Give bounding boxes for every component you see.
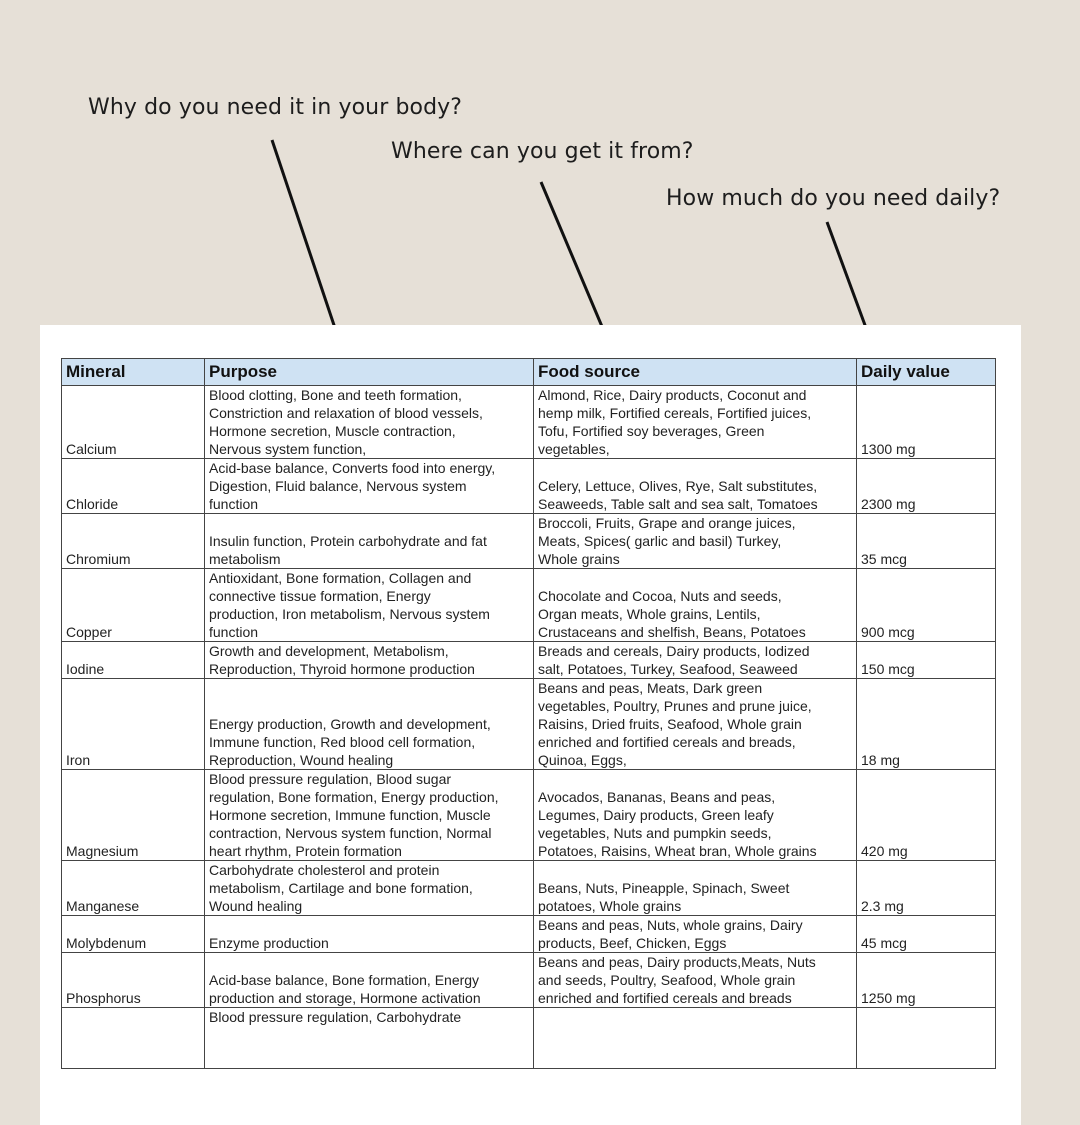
purpose-arrow bbox=[272, 140, 344, 355]
purpose-cell: Growth and development, Metabolism, Reproduction, Thyroid hormone production bbox=[205, 642, 534, 679]
purpose-cell: Enzyme production bbox=[205, 916, 534, 953]
purpose-cell: Blood clotting, Bone and teeth formation, Constriction and relaxation of blood vessels, Hormone secretion, Muscle contraction, Nervous system function, bbox=[205, 386, 534, 459]
table-row bbox=[62, 514, 996, 569]
purpose-question-caption: Why do you need it in your body? bbox=[88, 95, 463, 120]
header-purpose: Purpose bbox=[205, 359, 534, 386]
daily-value-cell: 900 mcg bbox=[857, 569, 996, 642]
table-row bbox=[62, 770, 996, 861]
food-source-cell bbox=[534, 1008, 857, 1069]
daily-value-cell: 2.3 mg bbox=[857, 861, 996, 916]
mineral-cell: Chromium bbox=[62, 514, 205, 569]
table-row bbox=[62, 459, 996, 514]
food-source-cell: Beans, Nuts, Pineapple, Spinach, Sweet potatoes, Whole grains bbox=[534, 861, 857, 916]
mineral-cell: Chloride bbox=[62, 459, 205, 514]
daily-value-cell: 18 mg bbox=[857, 679, 996, 770]
mineral-cell: Copper bbox=[62, 569, 205, 642]
table-header-row bbox=[62, 359, 996, 386]
food-source-cell: Celery, Lettuce, Olives, Rye, Salt substitutes, Seaweeds, Table salt and sea salt, Tomatoes bbox=[534, 459, 857, 514]
document-sheet bbox=[40, 325, 1021, 1125]
food-source-cell: Chocolate and Cocoa, Nuts and seeds, Organ meats, Whole grains, Lentils, Crustaceans and shelfish, Beans, Potatoes bbox=[534, 569, 857, 642]
header-food-source: Food source bbox=[534, 359, 857, 386]
table-row bbox=[62, 386, 996, 459]
daily-value-cell: 1250 mg bbox=[857, 953, 996, 1008]
table-row bbox=[62, 679, 996, 770]
table-row bbox=[62, 642, 996, 679]
purpose-cell: Blood pressure regulation, Blood sugar regulation, Bone formation, Energy production, Hormone secretion, Immune function, Muscle contraction, Nervous system function, Normal heart rhythm, Protein formation bbox=[205, 770, 534, 861]
daily-value-cell: 2300 mg bbox=[857, 459, 996, 514]
mineral-cell bbox=[62, 1008, 205, 1069]
mineral-cell: Phosphorus bbox=[62, 953, 205, 1008]
header-daily-value: Daily value bbox=[857, 359, 996, 386]
mineral-cell: Iodine bbox=[62, 642, 205, 679]
food-source-cell: Avocados, Bananas, Beans and peas, Legumes, Dairy products, Green leafy vegetables, Nuts and pumpkin seeds, Potatoes, Raisins, Wheat bran, Whole grains bbox=[534, 770, 857, 861]
table-row bbox=[62, 916, 996, 953]
source-question-caption: Where can you get it from? bbox=[391, 139, 694, 164]
table-row bbox=[62, 953, 996, 1008]
table-row bbox=[62, 861, 996, 916]
mineral-cell: Calcium bbox=[62, 386, 205, 459]
mineral-cell: Magnesium bbox=[62, 770, 205, 861]
daily-question-caption: How much do you need daily? bbox=[666, 186, 1001, 211]
food-source-cell: Beans and peas, Meats, Dark green vegetables, Poultry, Prunes and prune juice, Raisins, Dried fruits, Seafood, Whole grain enriched and fortified cereals and breads, Quinoa, Eggs, bbox=[534, 679, 857, 770]
mineral-cell: Iron bbox=[62, 679, 205, 770]
purpose-cell: Antioxidant, Bone formation, Collagen and connective tissue formation, Energy production, Iron metabolism, Nervous system function bbox=[205, 569, 534, 642]
daily-value-cell: 35 mcg bbox=[857, 514, 996, 569]
mineral-cell: Molybdenum bbox=[62, 916, 205, 953]
daily-value-cell: 420 mg bbox=[857, 770, 996, 861]
purpose-cell: Energy production, Growth and development, Immune function, Red blood cell formation, Reproduction, Wound healing bbox=[205, 679, 534, 770]
daily-value-cell: 1300 mg bbox=[857, 386, 996, 459]
food-source-cell: Broccoli, Fruits, Grape and orange juices, Meats, Spices( garlic and basil) Turkey, Whole grains bbox=[534, 514, 857, 569]
food-source-cell: Beans and peas, Nuts, whole grains, Dairy products, Beef, Chicken, Eggs bbox=[534, 916, 857, 953]
daily-value-cell: 45 mcg bbox=[857, 916, 996, 953]
food-source-cell: Almond, Rice, Dairy products, Coconut and hemp milk, Fortified cereals, Fortified juices, Tofu, Fortified soy beverages, Green vegetables, bbox=[534, 386, 857, 459]
header-mineral: Mineral bbox=[62, 359, 205, 386]
purpose-cell: Insulin function, Protein carbohydrate and fat metabolism bbox=[205, 514, 534, 569]
daily-value-cell: 150 mcg bbox=[857, 642, 996, 679]
table-row bbox=[62, 1008, 996, 1069]
food-source-cell: Beans and peas, Dairy products,Meats, Nuts and seeds, Poultry, Seafood, Whole grain enriched and fortified cereals and breads bbox=[534, 953, 857, 1008]
purpose-cell: Acid-base balance, Bone formation, Energy production and storage, Hormone activation bbox=[205, 953, 534, 1008]
table-row bbox=[62, 569, 996, 642]
purpose-cell: Acid-base balance, Converts food into energy, Digestion, Fluid balance, Nervous system function bbox=[205, 459, 534, 514]
daily-value-cell bbox=[857, 1008, 996, 1069]
mineral-cell: Manganese bbox=[62, 861, 205, 916]
purpose-cell: Blood pressure regulation, Carbohydrate bbox=[205, 1008, 534, 1069]
purpose-cell: Carbohydrate cholesterol and protein metabolism, Cartilage and bone formation, Wound healing bbox=[205, 861, 534, 916]
food-source-cell: Breads and cereals, Dairy products, Iodized salt, Potatoes, Turkey, Seafood, Seaweed bbox=[534, 642, 857, 679]
minerals-table bbox=[61, 358, 996, 1069]
